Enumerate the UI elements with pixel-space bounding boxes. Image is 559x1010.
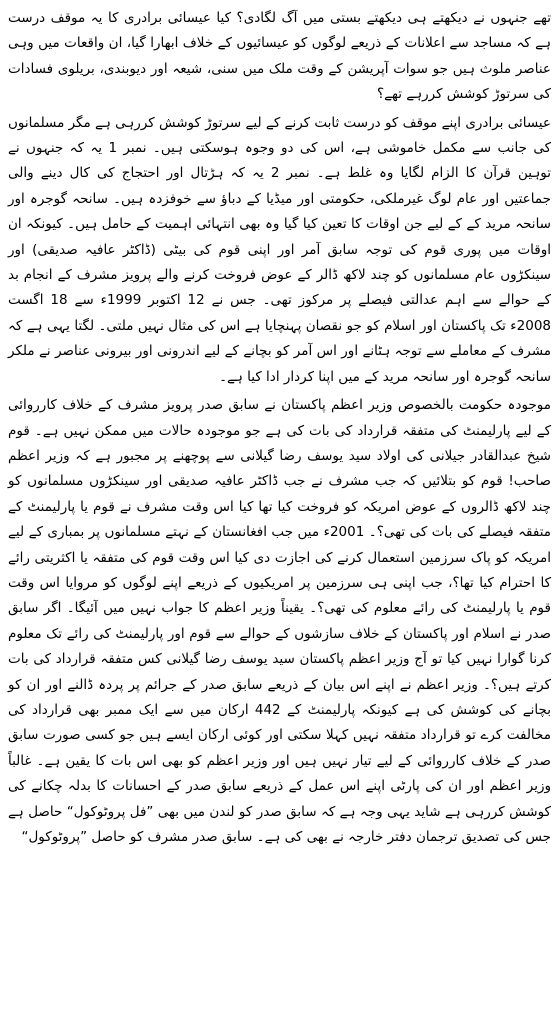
paragraph-3: موجودہ حکومت بالخصوص وزیر اعظم پاکستان نے سابق صدر پرویز مشرف کے خلاف کارروائی کے لیے پارلیمنٹ کی متفقہ قرارداد کی بات کی ہے جو موجودہ حالات میں ممکن نہیں ہے۔ قوم شیخ عبدالقادر جیلانی کی اولاد سید یوسف رضا گیلانی سے پوچھنے پر مجبور ہے کہ وزیر اعظم صاحب! قوم کو بتلائیں کہ جب مشرف نے جب ڈاکٹر عافیہ صدیقی اور سینکڑوں مسلمانوں کو چند لاکھ ڈالروں کے عوض امریکہ کو فروخت کیا تھا کیا اس وقت مشرف نے قوم یا پارلیمنٹ کے متفقہ فیصلے کی بات کی تھی؟۔ 2001ء میں جب افغانستان کے نہتے مسلمانوں پر بمباری کے لیے امریکہ کو پاک سرزمین استعمال کرنے کی اجازت دی کیا اس وقت قوم کی متفقہ یا اکثریتی رائے کا احترام کیا تھا؟، جب اپنی ہی سرزمین پر امریکیوں کے ذریعے اپنے لوگوں کو مروایا اس وقت قوم یا پارلیمنٹ کی رائے معلوم کی تھی؟۔ یقیناً وزیر اعظم کا جواب نہیں میں آئیگا۔ اگر سابق صدر نے اسلام اور پاکستان کے خلاف سازشوں کے حوالے سے قوم اور پارلیمنٹ کی رائے تک معلوم کرنا گوارا نہیں کیا تو آج وزیر اعظم پاکستان سید یوسف رضا گیلانی کس متفقہ قرارداد کی بات کرتے ہیں؟۔ وزیر اعظم نے اپنے اس بیان کے ذریعے سابق صدر کے جرائم پر پردہ ڈالنے اور ان کو بچانے کی کوشش کی ہے کیونکہ پارلیمنٹ کے 442 ارکان میں سے ایک ممبر بھی قرارداد کی مخالفت کرے تو قرارداد متفقہ نہیں کہلا سکتی اور کوئی ارکان ایسے ہیں جو کسی صورت سابق صدر کے خلاف کارروائی کے لیے تیار نہیں ہیں اور وزیر اعظم کو بھی اس بات کا یقین ہے۔ غالباً وزیر اعظم اور ان کی پارٹی اپنے اس عمل کے ذریعے سابق صدر کے احسانات کا بدلہ چکانے کی کوشش کررہی ہے شاید یہی وجہ ہے کہ سابق صدر کو لندن میں بھی ”فل پروٹوکول“ حاصل ہے جس کی تصدیق ترجمان دفتر خارجہ نے بھی کی ہے۔ سابق صدر مشرف کو حاصل ”پروٹوکول“ [8, 397, 551, 845]
paragraph-2: عیسائی برادری اپنے موقف کو درست ثابت کرنے کے لیے سرتوڑ کوشش کررہی ہے مگر مسلمانوں کی جانب سے مکمل خاموشی ہے، اس کی دو وجوہ ہوسکتی ہیں۔ نمبر 1 یہ کہ جنہوں نے توہین قرآن کا الزام لگایا وہ غلط ہے۔ نمبر 2 یہ کہ ہڑتال اور احتجاج کی کال دینے والی جماعتیں اور عام لوگ غیرملکی، حکومتی اور میڈیا کے دباؤ سے خوفزدہ ہیں۔ سانحہ گوجرہ اور سانحہ مرید کے کے لیے جن اوقات کا تعین کیا گیا وہ بھی انتہائی اہمیت کے حامل ہیں۔ کیونکہ ان اوقات میں پوری قوم کی توجہ سابق آمر اور اپنی قوم کی بیٹی (ڈاکٹر عافیہ صدیقی) اور سینکڑوں عام مسلمانوں کو چند لاکھ ڈالر کے عوض فروخت کرنے والے پرویز مشرف کے انجام بد کے حوالے سے اہم عدالتی فیصلے پر مرکوز تھی۔ جس نے 12 اکتوبر 1999ء سے 18 اگست 2008ء تک پاکستان اور اسلام کو جو نقصان پہنچایا ہے اس کی مثال نہیں ملتی۔ لگتا یہی ہے کہ مشرف کے معاملے سے توجہ ہٹانے اور اس آمر کو بچانے کے لیے اندرونی اور بیرونی عناصر نے ملکر سانحہ گوجرہ اور سانحہ مرید کے میں اپنا کردار ادا کیا ہے۔ [8, 114, 552, 385]
paragraph-1: تھے جنہوں نے دیکھتے ہی دیکھتے بستی میں آگ لگادی؟ کیا عیسائی برادری کا یہ موقف درست ہے کہ مساجد سے اعلانات کے ذریعے لوگوں کو عیسائیوں کے خلاف ابھارا گیا، ان واقعات میں وہی عناصر ملوث ہیں جو سوات آپریشن کے وقت ملک میں سنی، شیعہ اور دیوبندی، بریلوی فسادات کی سرتوڑ کوشش کررہے تھے؟ [8, 10, 551, 103]
